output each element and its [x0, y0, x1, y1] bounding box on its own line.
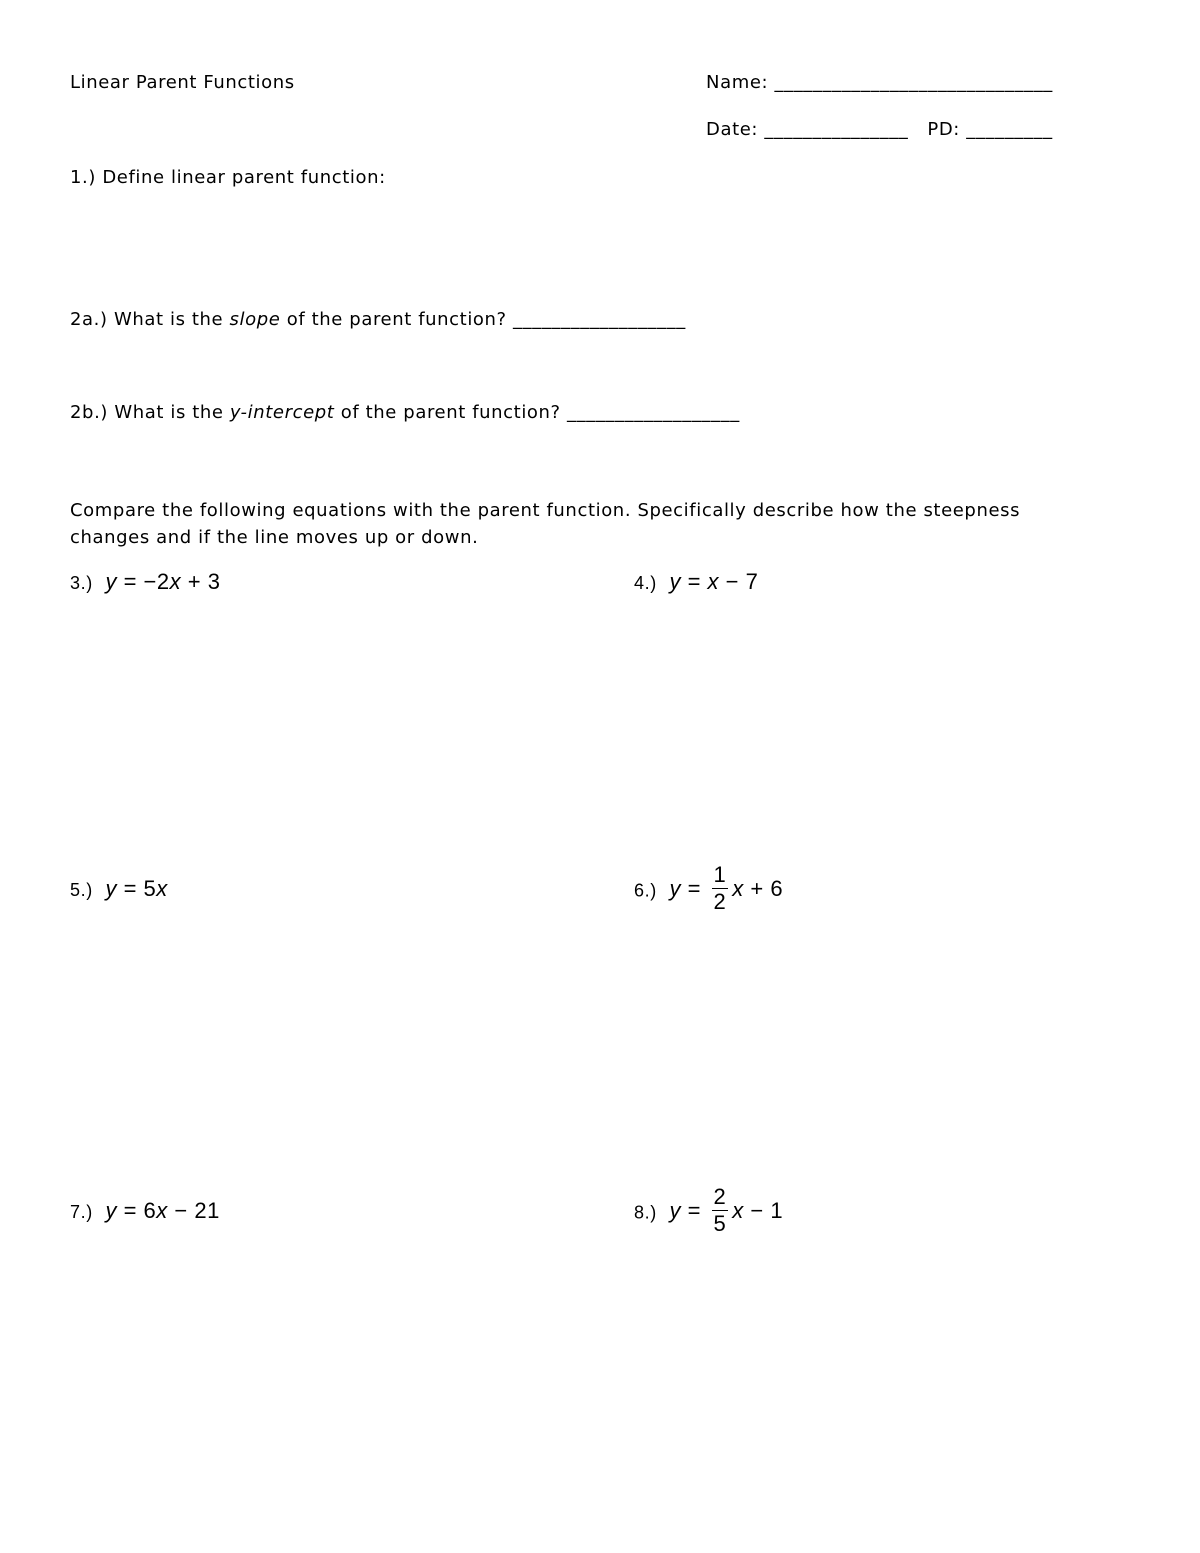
question-1: 1.) Define linear parent function:	[70, 167, 386, 188]
question-2b-suffix: of the parent function? __________________	[334, 402, 740, 423]
equation-coefficient: 5	[143, 876, 157, 901]
instructions: Compare the following equations with the parent function. Specifically describe how the steepness changes and if the line moves up or down.	[70, 500, 1021, 548]
equation-expression	[105, 876, 167, 901]
equation-variable: x	[156, 1198, 168, 1223]
equation-variable: x	[732, 876, 744, 902]
equation-equals: =	[680, 569, 708, 594]
question-2b	[70, 402, 740, 424]
equation-variable: x	[156, 876, 168, 901]
equation-label: 5.)	[70, 880, 93, 900]
question-2b-term: y-intercept	[229, 402, 335, 423]
equation-label: 8.)	[634, 1202, 657, 1223]
equation-3	[70, 570, 220, 596]
equation-constant: − 1	[743, 1198, 784, 1224]
equation-constant: + 6	[743, 876, 784, 902]
question-2a-suffix: of the parent function? __________________	[280, 309, 686, 330]
equation-lhs: y	[105, 569, 117, 594]
equation-variable: x	[707, 569, 720, 594]
equation-label: 4.)	[634, 573, 657, 593]
equation-constant: − 7	[719, 569, 759, 594]
equation-expression	[105, 569, 220, 594]
equation-lhs: y	[669, 569, 681, 594]
equation-lhs: y	[105, 876, 117, 901]
equation-label: 7.)	[70, 1202, 93, 1222]
equation-fraction	[712, 1186, 729, 1235]
equation-5	[70, 877, 168, 903]
equation-coefficient: 6	[143, 1198, 157, 1223]
equation-variable: x	[732, 1198, 744, 1224]
equation-label: 6.)	[634, 880, 657, 901]
equation-expression	[669, 862, 784, 914]
question-2a	[70, 309, 686, 331]
date-pd-line	[706, 119, 1053, 141]
pd-field: PD: _________	[927, 119, 1053, 140]
equation-lhs: y	[669, 876, 681, 902]
question-2a-prefix: 2a.) What is the	[70, 309, 230, 330]
equation-4	[634, 570, 758, 596]
equation-equals: =	[116, 876, 144, 901]
question-2a-term: slope	[229, 309, 281, 330]
fraction-numerator: 1	[713, 862, 727, 887]
equation-8	[634, 1184, 784, 1237]
equation-variable: x	[169, 569, 182, 594]
equation-expression	[669, 569, 758, 594]
fraction-denominator: 5	[713, 1211, 727, 1236]
equation-coefficient: −2	[143, 569, 170, 594]
equation-expression	[105, 1198, 219, 1223]
question-2b-prefix: 2b.) What is the	[70, 402, 230, 423]
date-field: Date: _______________	[706, 119, 909, 140]
equation-equals: =	[680, 876, 708, 902]
equation-expression	[669, 1184, 784, 1236]
worksheet-title: Linear Parent Functions	[70, 72, 295, 93]
equation-7	[70, 1199, 220, 1225]
equation-equals: =	[680, 1198, 708, 1224]
equation-constant: + 3	[181, 569, 221, 594]
fraction-denominator: 2	[713, 889, 727, 914]
equation-lhs: y	[105, 1198, 117, 1223]
equation-fraction	[712, 864, 729, 913]
name-field: Name: _____________________________	[706, 72, 1053, 93]
equation-label: 3.)	[70, 573, 93, 593]
equation-equals: =	[116, 1198, 144, 1223]
equation-6	[634, 862, 784, 915]
equation-constant: − 21	[167, 1198, 220, 1223]
equation-lhs: y	[669, 1198, 681, 1224]
fraction-numerator: 2	[713, 1184, 727, 1209]
equation-equals: =	[116, 569, 144, 594]
